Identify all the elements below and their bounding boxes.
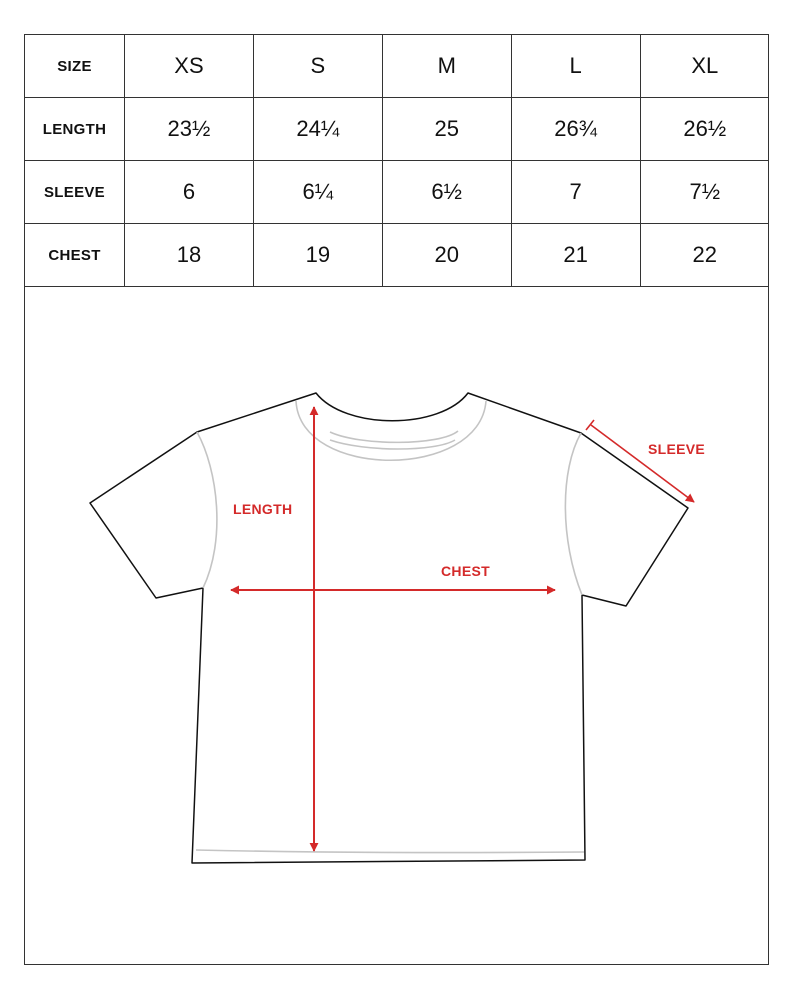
chest-s: 19 [253, 224, 382, 287]
length-s: 24¼ [253, 98, 382, 161]
sleeve-m: 6½ [382, 161, 511, 224]
row-label-length: LENGTH [25, 98, 125, 161]
sleeve-arrow-tick [586, 420, 594, 430]
sleeve-label: SLEEVE [648, 441, 706, 457]
length-xs: 23½ [125, 98, 254, 161]
row-label-chest: CHEST [25, 224, 125, 287]
size-xl: XL [640, 35, 769, 98]
chest-xs: 18 [125, 224, 254, 287]
length-m: 25 [382, 98, 511, 161]
chest-m: 20 [382, 224, 511, 287]
sleeve-xs: 6 [125, 161, 254, 224]
chest-xl: 22 [640, 224, 769, 287]
chest-label: CHEST [441, 563, 490, 579]
sleeve-s: 6¼ [253, 161, 382, 224]
size-xs: XS [125, 35, 254, 98]
size-s: S [253, 35, 382, 98]
row-label-sleeve: SLEEVE [25, 161, 125, 224]
chest-l: 21 [511, 224, 640, 287]
size-l: L [511, 35, 640, 98]
sleeve-xl: 7½ [640, 161, 769, 224]
size-header-label: SIZE [25, 35, 125, 98]
size-m: M [382, 35, 511, 98]
length-label: LENGTH [233, 501, 293, 517]
length-l: 26¾ [511, 98, 640, 161]
tshirt-outline [90, 393, 688, 863]
length-xl: 26½ [640, 98, 769, 161]
sleeve-l: 7 [511, 161, 640, 224]
